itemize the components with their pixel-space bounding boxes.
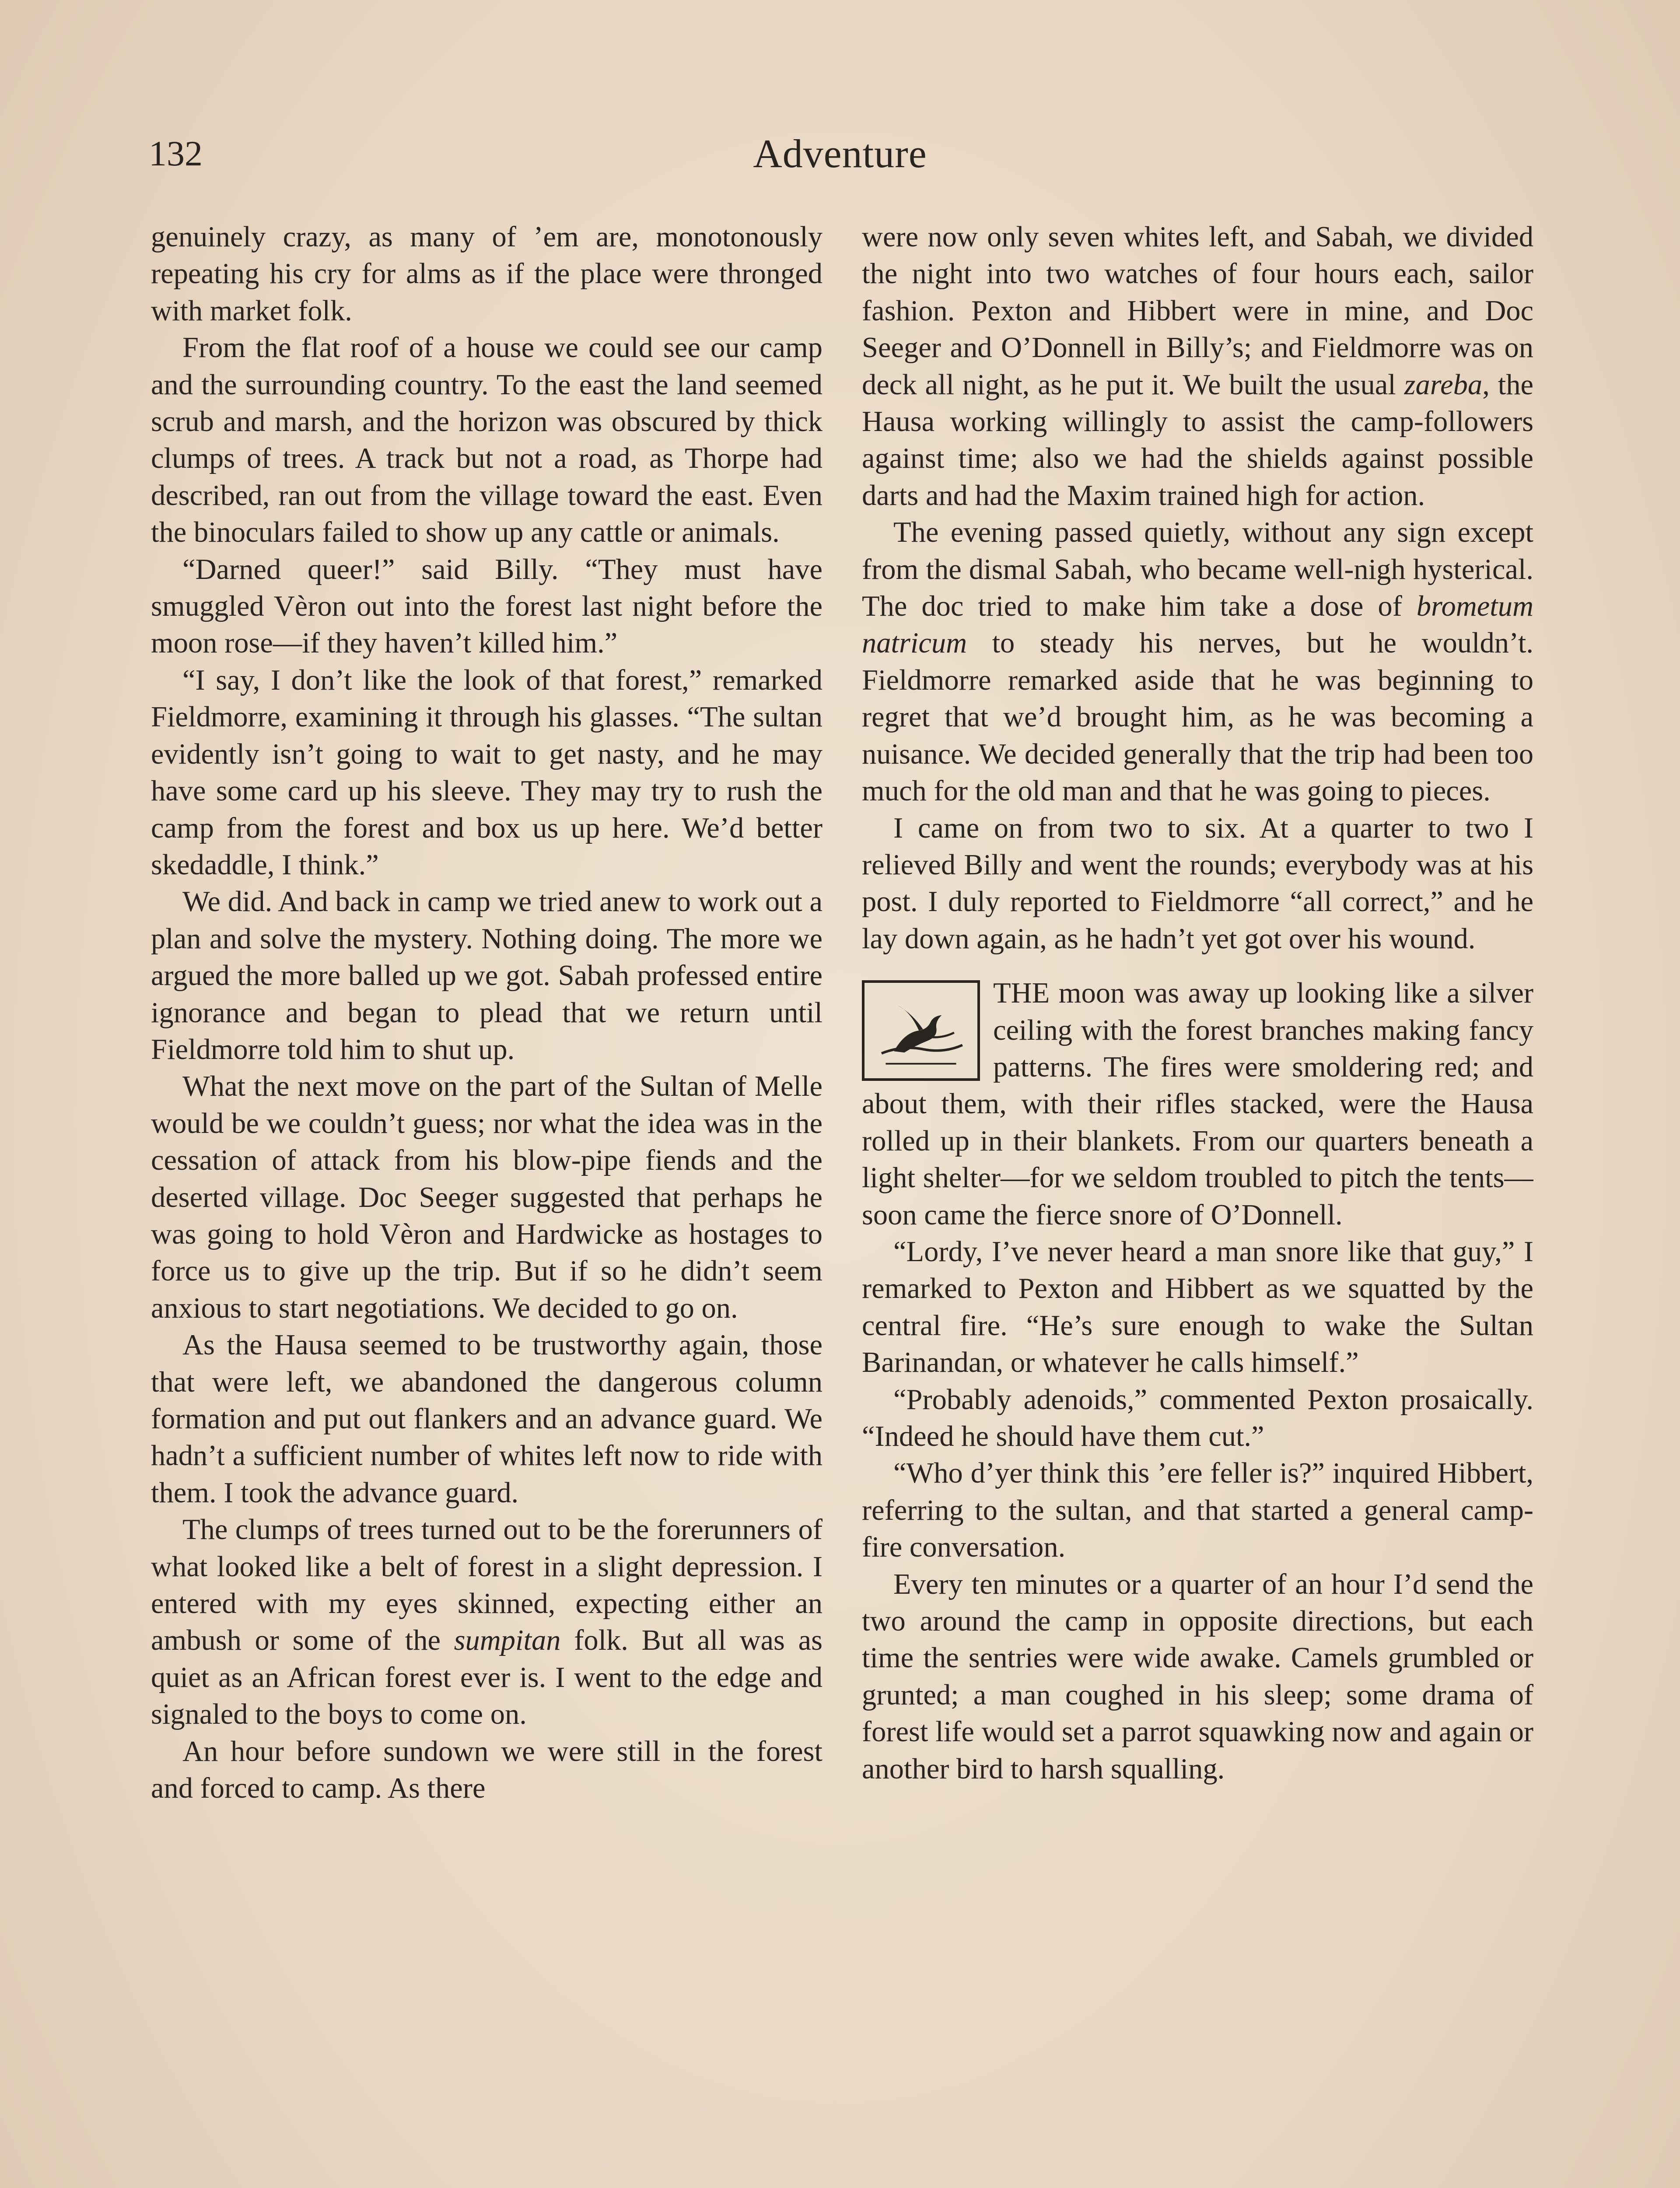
paragraph: “Probably adenoids,” commented Pexton prosaically. “Indeed he should have them cut.” [862, 1383, 1533, 1452]
paragraph: Every ten minutes or a quarter of an hour I’d send the two around the camp in opposite directions, but each time the sentries were wide awake. Camels grumbled or grunted; a man coughed in his sleep; some drama of forest life would set a parrot squawking now and again or another bird to harsh squalling. [862, 1568, 1533, 1785]
paragraph: We did. And back in camp we tried anew to work out a plan and solve the mystery. Nothing doing. The more we argued the more balled up we got. Sabah professed entire ignorance and began to plead that we return until Fieldmorre told him to shut up. [151, 886, 822, 1066]
right-column [862, 219, 1533, 2188]
paragraph: THE moon was away up looking like a silver ceiling with the forest branches making fancy patterns. The fires were smoldering red; and about them, with their rifles stacked, were the Hausa rolled up in their blankets. From our quarters beneath a light shelter—for we seldom troubled to pitch the tents—soon came the fierce snore of O’Donnell. [862, 977, 1533, 1231]
bird-vignette-drawing [864, 983, 977, 1078]
text-run: to steady his nerves, but he wouldn’t. Fieldmorre remarked aside that he was beginning to regret that we’d brought him, as he was becoming a nuisance. We decided generally that the trip had been too much for the old man and that he was going to pieces. [862, 627, 1533, 807]
text-run: folk. But all was as quiet as an African forest ever is. I went to the edge and signaled to the boys to come on. [151, 1624, 822, 1731]
page-number: 132 [149, 133, 203, 173]
paragraph: genuinely crazy, as many of ’em are, monotonously repeating his cry for alms as if the place were thronged with market folk. [151, 221, 822, 327]
italic-term: zareba [1404, 368, 1483, 401]
text-run: The clumps of trees turned out to be the forerunners of what looked like a belt of forest in a slight depression. I entered with my eyes skinned, expecting either an ambush or some of the [151, 1514, 822, 1657]
text-run: were now only seven whites left, and Sabah, we divided the night into two watches of four hours each, sailor fashion. Pexton and Hibbert were in mine, and Doc Seeger and O’Donnell in Billy’s; and Fieldmorre was on deck all night, as he put it. We built the usual [862, 221, 1533, 401]
paragraph: An hour before sundown we were still in the forest and forced to camp. As there [151, 1735, 822, 1805]
running-title: Adventure [753, 131, 927, 176]
paragraph: “I say, I don’t like the look of that forest,” remarked Fieldmorre, examining it through his glasses. “The sultan evidently isn’t going to wait to get nasty, and he may have some card up his sleeve. They may try to rush the camp from the forest and box us up here. We’d better skedaddle, I think.” [151, 664, 822, 881]
italic-term: brometum natricum [862, 590, 1533, 659]
page-header [149, 130, 1531, 182]
paragraph: As the Hausa seemed to be trustworthy again, those that were left, we abandoned the dangerous column formation and put out flankers and an advance guard. We hadn’t a sufficient number of whites left now to ride with them. I took the advance guard. [151, 1329, 822, 1509]
section-break [862, 975, 1533, 1234]
text-run: The evening passed quietly, without any sign except from the dismal Sabah, who became well-nigh hysterical. The doc tried to make him take a dose of [862, 516, 1533, 623]
paragraph: “Lordy, I’ve never heard a man snore like that guy,” I remarked to Pexton and Hibbert as we squatted by the central fire. “He’s sure enough to wake the Sultan Barinandan, or whatever he calls himself.” [862, 1235, 1533, 1379]
paragraph [151, 1511, 822, 1733]
paragraph [862, 219, 1533, 514]
paragraph: I came on from two to six. At a quarter to two I relieved Billy and went the rounds; everybody was at his post. I duly reported to Fieldmorre “all correct,” and he lay down again, as he hadn’t yet got over his wound. [862, 812, 1533, 955]
left-column [151, 219, 822, 2188]
paragraph [862, 514, 1533, 810]
paragraph: From the flat roof of a house we could see our camp and the surrounding country. To the east the land seemed scrub and marsh, and the horizon was obscured by thick clumps of trees. A track but not a road, as Thorpe had described, ran out from the village toward the east. Even the binoculars failed to show up any cattle or animals. [151, 332, 822, 549]
bird-vignette-icon [862, 980, 980, 1081]
paragraph: What the next move on the part of the Sultan of Melle would be we couldn’t guess; nor what the idea was in the cessation of attack from his blow-pipe fiends and the deserted village. Doc Seeger suggested that perhaps he was going to hold Vèron and Hardwicke as hostages to force us to give up the trip. But if so he didn’t seem anxious to start negotiations. We decided to go on. [151, 1070, 822, 1324]
paragraph: “Who d’yer think this ’ere feller is?” inquired Hibbert, referring to the sultan, and that started a general camp-fire conversation. [862, 1457, 1533, 1564]
paragraph: “Darned queer!” said Billy. “They must have smuggled Vèron out into the forest last night before the moon rose—if they haven’t killed him.” [151, 553, 822, 659]
italic-term: sumpitan [454, 1624, 561, 1657]
text-run: , the Hausa working willingly to assist the camp-followers against time; also we had the shields against possible darts and had the Maxim trained high for action. [862, 368, 1533, 512]
